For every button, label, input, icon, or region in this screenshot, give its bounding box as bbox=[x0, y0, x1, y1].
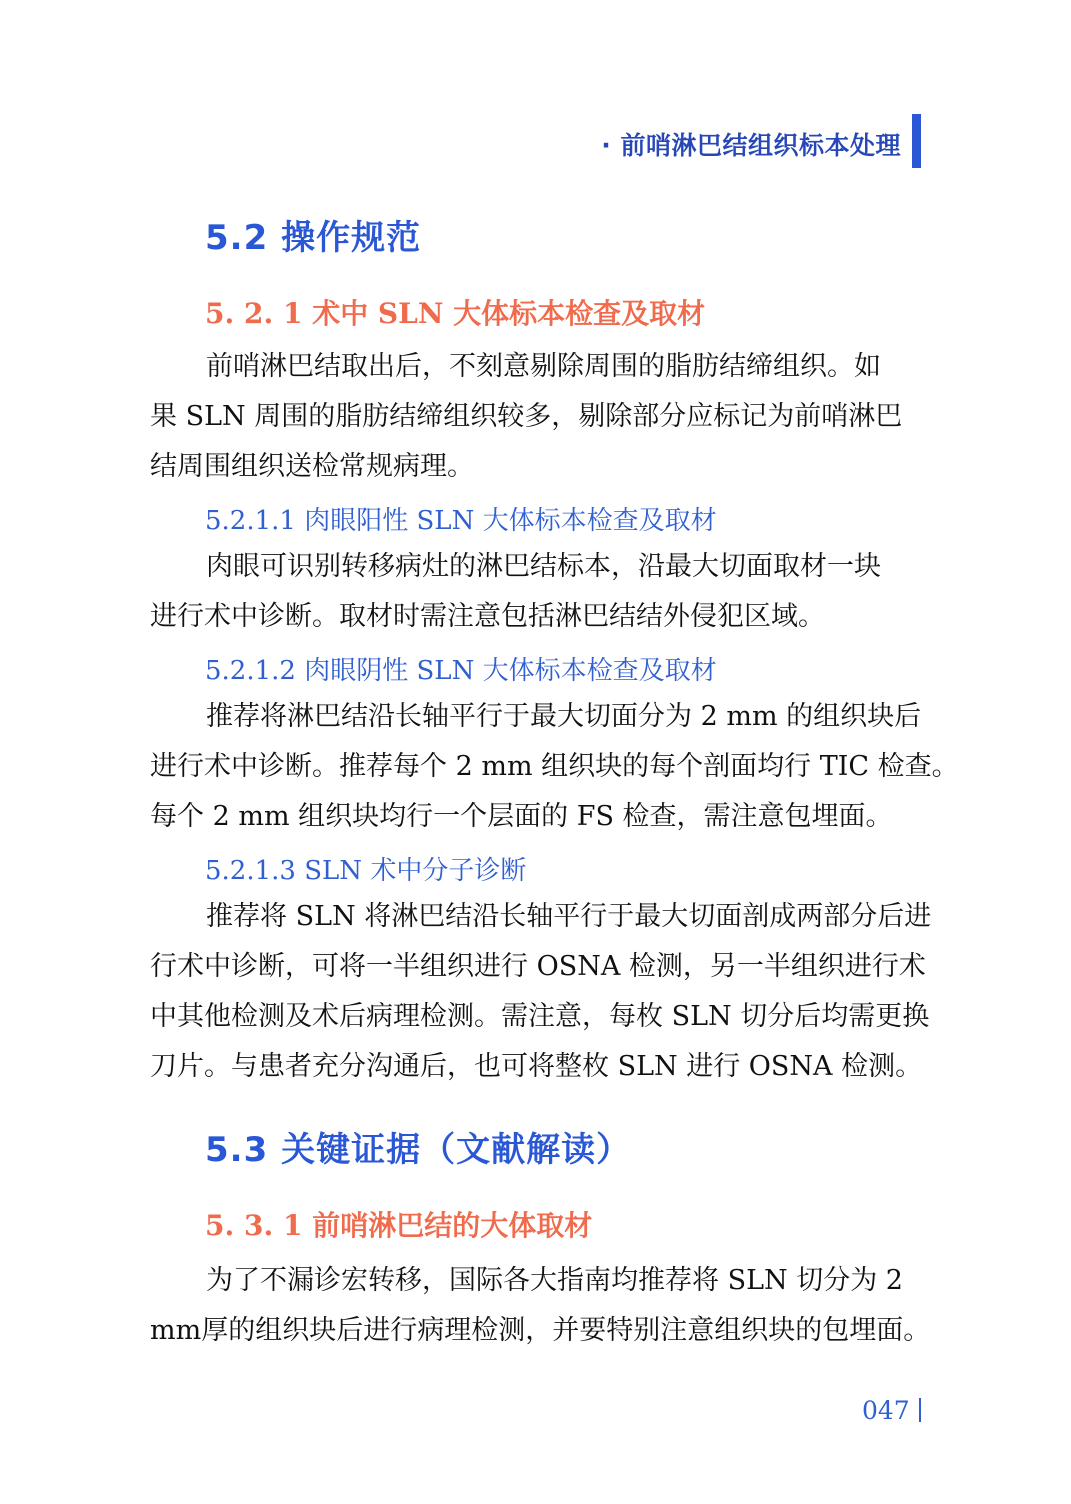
paragraph-line: 每个 2 mm 组织块均行一个层面的 FS 检查，需注意包埋面。 bbox=[150, 801, 893, 832]
paragraph-line: 中其他检测及术后病理检测。需注意，每枚 SLN 切分后均需更换 bbox=[150, 1001, 930, 1032]
page-number-rule bbox=[919, 1398, 921, 1422]
paragraph-line: 推荐将淋巴结沿长轴平行于最大切面分为 2 mm 的组织块后 bbox=[206, 701, 922, 732]
running-header: · 前哨淋巴结组织标本处理 bbox=[601, 131, 901, 160]
section-5-2-1-1-heading: 5.2.1.1 肉眼阳性 SLN 大体标本检查及取材 bbox=[205, 506, 717, 536]
paragraph-line: 肉眼可识别转移病灶的淋巴结标本，沿最大切面取材一块 bbox=[206, 551, 881, 582]
section-5-3-heading: 5.3 关键证据（文献解读） bbox=[205, 1130, 632, 1170]
paragraph-line: 前哨淋巴结取出后，不刻意剔除周围的脂肪结缔组织。如 bbox=[206, 351, 881, 382]
section-5-2-heading: 5.2 操作规范 bbox=[205, 218, 422, 258]
section-5-2-1-3-paragraph bbox=[150, 892, 932, 1092]
section-5-2-1-1-paragraph bbox=[150, 542, 920, 642]
section-5-2-1-heading: 5. 2. 1 术中 SLN 大体标本检查及取材 bbox=[205, 297, 706, 330]
paragraph-line: 行术中诊断，可将一半组织进行 OSNA 检测，另一半组织进行术 bbox=[150, 951, 926, 982]
section-5-3-1-paragraph bbox=[150, 1256, 931, 1356]
paragraph-line: 进行术中诊断。取材时需注意包括淋巴结结外侵犯区域。 bbox=[150, 601, 825, 632]
section-5-2-1-2-paragraph bbox=[150, 692, 959, 842]
header-accent-bar bbox=[912, 114, 921, 168]
section-5-2-1-2-heading: 5.2.1.2 肉眼阴性 SLN 大体标本检查及取材 bbox=[205, 656, 717, 686]
paragraph-line: 果 SLN 周围的脂肪结缔组织较多，剔除部分应标记为前哨淋巴 bbox=[150, 401, 903, 432]
section-5-2-1-3-heading: 5.2.1.3 SLN 术中分子诊断 bbox=[205, 856, 527, 886]
page-number: 047 bbox=[862, 1396, 910, 1425]
paragraph-line: 结周围组织送检常规病理。 bbox=[150, 451, 474, 482]
paragraph-line: mm厚的组织块后进行病理检测，并要特别注意组织块的包埋面。 bbox=[150, 1315, 931, 1346]
section-5-3-1-heading: 5. 3. 1 前哨淋巴结的大体取材 bbox=[205, 1209, 593, 1242]
section-5-2-1-paragraph bbox=[150, 342, 920, 492]
paragraph-line: 推荐将 SLN 将淋巴结沿长轴平行于最大切面剖成两部分后进 bbox=[206, 901, 932, 932]
paragraph-line: 为了不漏诊宏转移，国际各大指南均推荐将 SLN 切分为 2 bbox=[206, 1265, 903, 1296]
paragraph-line: 刀片。与患者充分沟通后，也可将整枚 SLN 进行 OSNA 检测。 bbox=[150, 1051, 923, 1082]
paragraph-line: 进行术中诊断。推荐每个 2 mm 组织块的每个剖面均行 TIC 检查。 bbox=[150, 751, 959, 782]
